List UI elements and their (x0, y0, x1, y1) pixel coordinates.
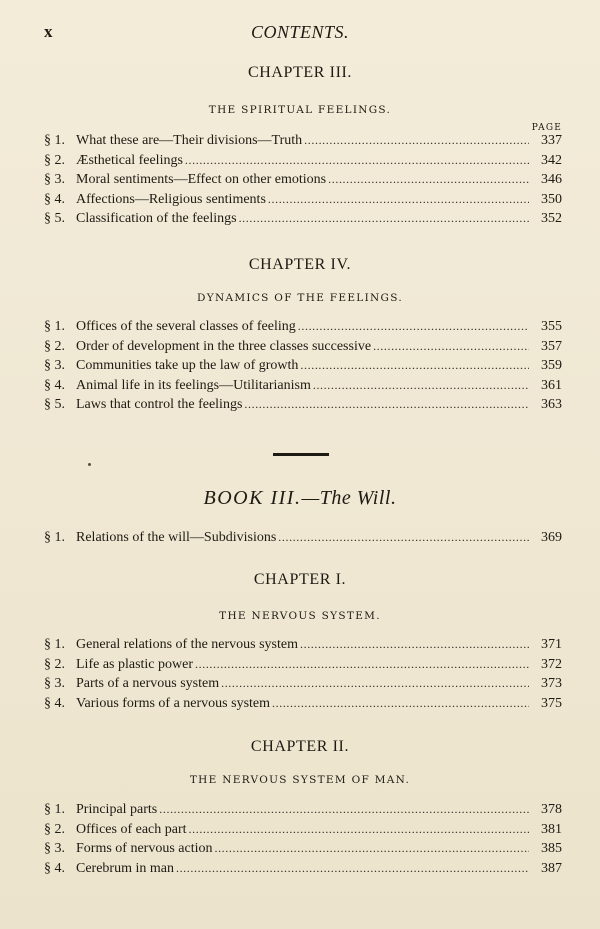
page-number: 350 (541, 191, 562, 207)
section-number: § 1. (44, 637, 65, 652)
chapter-subtitle: THE NERVOUS SYSTEM. (219, 610, 381, 622)
toc-entry[interactable] (44, 637, 562, 657)
book-number: BOOK III. (203, 487, 302, 509)
page-number: 373 (541, 676, 562, 691)
toc-entry[interactable] (44, 133, 562, 153)
chapter-heading: CHAPTER IV. (248, 256, 352, 273)
entry-title: Moral sentiments—Effect on other emotions (76, 172, 327, 187)
section-number: § 2. (44, 338, 65, 354)
page-number: 371 (541, 637, 562, 652)
toc-entry[interactable] (44, 841, 562, 861)
toc-entry[interactable] (44, 861, 562, 881)
entry-title: Offices of the several classes of feeling (76, 319, 296, 334)
dot-leader (373, 339, 529, 354)
page-number: 361 (541, 377, 562, 393)
toc-entry[interactable] (44, 211, 562, 231)
running-head-title: CONTENTS. (250, 22, 350, 42)
entry-title: Classification of the feelings (76, 211, 237, 226)
page-number: 357 (541, 338, 562, 354)
page-folio: x (44, 22, 53, 41)
toc-entry[interactable] (44, 822, 562, 842)
dot-leader (298, 319, 529, 334)
section-number: § 1. (44, 319, 65, 334)
dot-leader (278, 530, 529, 545)
chapter-subtitle: THE SPIRITUAL FEELINGS. (208, 104, 392, 116)
running-head (44, 22, 556, 46)
entry-title: Life as plastic power (76, 656, 194, 672)
chapter-subtitle: DYNAMICS OF THE FEELINGS. (197, 292, 403, 304)
section-divider (273, 453, 329, 456)
entry-title: Forms of nervous action (76, 841, 213, 856)
dot-leader (304, 133, 529, 148)
toc-entry[interactable] (44, 319, 562, 339)
page-number: 355 (541, 319, 562, 334)
paper-speck (88, 463, 91, 466)
dot-leader (300, 637, 529, 652)
toc-entry[interactable] (44, 192, 562, 212)
toc-entry[interactable] (44, 358, 562, 378)
book-name: —The Will. (301, 487, 397, 509)
page-number: 352 (541, 211, 562, 226)
entry-title: Affections—Religious sentiments (76, 191, 266, 207)
section-number: § 2. (44, 152, 65, 168)
entry-title: Laws that control the feelings (76, 397, 243, 412)
toc-entry[interactable] (44, 339, 562, 359)
toc-entry[interactable] (44, 397, 562, 417)
section-number: § 1. (44, 530, 65, 545)
page-number: 375 (541, 695, 562, 711)
dot-leader (300, 358, 529, 373)
dot-leader (244, 397, 529, 412)
dot-leader (185, 153, 529, 168)
entry-title: Æsthetical feelings (76, 152, 183, 168)
dot-leader (239, 211, 529, 226)
section-number: § 2. (44, 821, 65, 837)
dot-leader (268, 192, 529, 207)
section-number: § 2. (44, 656, 65, 672)
toc-entry[interactable] (44, 378, 562, 398)
toc-list (44, 319, 562, 417)
chapter-heading: CHAPTER I. (253, 571, 347, 588)
section-number: § 4. (44, 860, 65, 876)
entry-title: Order of development in the three classes successive (76, 338, 372, 354)
toc-entry[interactable] (44, 657, 562, 677)
entry-title: Parts of a nervous system (76, 676, 220, 691)
dot-leader (328, 172, 529, 187)
section-number: § 4. (44, 695, 65, 711)
page-number: 387 (541, 860, 562, 876)
entry-title: Cerebrum in man (76, 860, 174, 876)
page-number: 385 (541, 841, 562, 856)
entry-title: Communities take up the law of growth (76, 358, 299, 373)
toc-entry[interactable] (44, 696, 562, 716)
dot-leader (214, 841, 529, 856)
book-heading (0, 487, 600, 510)
section-number: § 3. (44, 676, 65, 691)
section-number: § 5. (44, 211, 65, 226)
page-number: 369 (541, 530, 562, 545)
entry-title: General relations of the nervous system (76, 637, 298, 652)
toc-list (44, 530, 562, 550)
dot-leader (159, 802, 529, 817)
page-column-label: PAGE (531, 123, 562, 133)
page-number: 363 (541, 397, 562, 412)
toc-list (44, 133, 562, 231)
chapter-heading: CHAPTER III. (247, 64, 353, 81)
page-number: 378 (541, 802, 562, 817)
toc-entry[interactable] (44, 530, 562, 550)
page-number: 337 (541, 133, 562, 148)
entry-title: Relations of the will—Subdivisions (76, 530, 277, 545)
toc-list (44, 802, 562, 880)
dot-leader (221, 676, 529, 691)
dot-leader (195, 657, 529, 672)
page-number: 342 (541, 152, 562, 168)
toc-entry[interactable] (44, 172, 562, 192)
dot-leader (189, 822, 529, 837)
entry-title: What these are—Their divisions—Truth (76, 133, 303, 148)
entry-title: Offices of each part (76, 821, 187, 837)
page-number: 346 (541, 172, 562, 187)
page-number: 372 (541, 656, 562, 672)
section-number: § 1. (44, 133, 65, 148)
toc-list (44, 637, 562, 715)
dot-leader (272, 696, 529, 711)
section-number: § 3. (44, 841, 65, 856)
section-number: § 4. (44, 191, 65, 207)
section-number: § 3. (44, 172, 65, 187)
dot-leader (176, 861, 529, 876)
entry-title: Principal parts (76, 802, 158, 817)
entry-title: Animal life in its feelings—Utilitarianism (76, 377, 311, 393)
dot-leader (313, 378, 529, 393)
section-number: § 5. (44, 397, 65, 412)
toc-entry[interactable] (44, 153, 562, 173)
section-number: § 3. (44, 358, 65, 373)
chapter-subtitle: THE NERVOUS SYSTEM OF MAN. (189, 774, 411, 786)
toc-entry[interactable] (44, 802, 562, 822)
page-number: 359 (541, 358, 562, 373)
toc-entry[interactable] (44, 676, 562, 696)
chapter-heading: CHAPTER II. (250, 738, 350, 755)
page-number: 381 (541, 821, 562, 837)
entry-title: Various forms of a nervous system (76, 695, 271, 711)
section-number: § 4. (44, 377, 65, 393)
section-number: § 1. (44, 802, 65, 817)
